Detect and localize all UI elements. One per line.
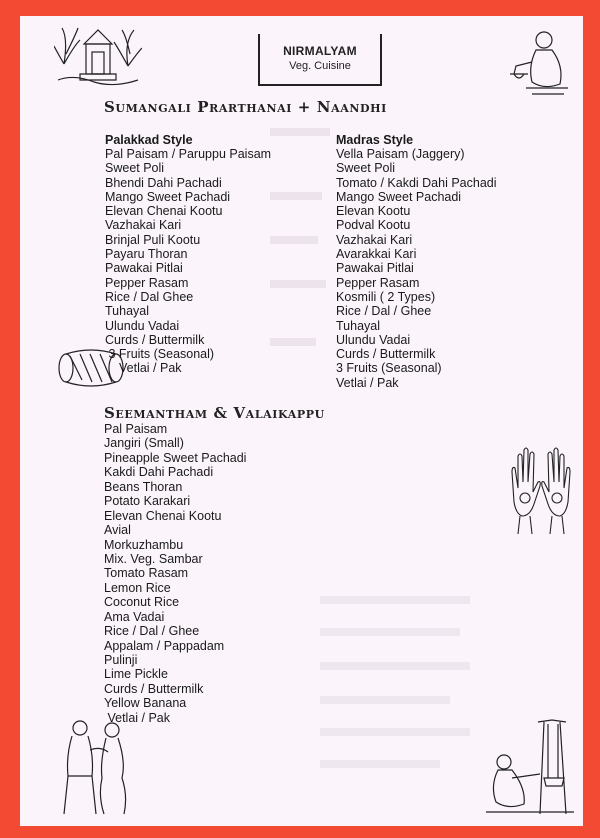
list-item: Sweet Poli bbox=[105, 161, 165, 176]
list-item: Ama Vadai bbox=[104, 609, 165, 624]
header-title: NIRMALYAM bbox=[283, 44, 357, 58]
list-item: Pepper Rasam bbox=[336, 275, 420, 290]
list-item: Potato Karakari bbox=[104, 494, 191, 509]
list-item: Coconut Rice bbox=[104, 595, 180, 610]
list-item: Pawakai Pitlai bbox=[105, 261, 183, 276]
header-subtitle: Veg. Cuisine bbox=[289, 60, 351, 72]
list-item: Vetlai / Pak bbox=[104, 710, 171, 725]
list-item: Pulinji bbox=[104, 653, 138, 667]
list-item: 3 Fruits (Seasonal) bbox=[105, 347, 215, 362]
list-item: Rice / Dal / Ghee bbox=[336, 304, 432, 319]
swing-icon bbox=[482, 716, 578, 816]
list-item: Elevan Chenai Kootu bbox=[105, 204, 223, 219]
madras-heading: Madras Style bbox=[336, 133, 414, 147]
list-item: Sweet Poli bbox=[336, 161, 396, 176]
list-item: Pawakai Pitlai bbox=[336, 261, 414, 276]
list-item: Ulundu Vadai bbox=[105, 318, 180, 333]
list-item: Elevan Kootu bbox=[336, 204, 411, 219]
list-item: Pineapple Sweet Pachadi bbox=[104, 450, 247, 465]
list-item: Mango Sweet Pachadi bbox=[336, 189, 462, 204]
list-item: Ulundu Vadai bbox=[336, 332, 411, 347]
section-title-seemantham: Seemantham & Valaikappu bbox=[104, 404, 325, 422]
list-item: Vetlai / Pak bbox=[119, 361, 182, 376]
list-item: Payaru Thoran bbox=[105, 247, 188, 262]
section-title-sumangali: Sumangali Prarthanai + Naandhi bbox=[104, 98, 387, 116]
list-item: Bhendi Dahi Pachadi bbox=[105, 175, 222, 190]
list-item: Kakdi Dahi Pachadi bbox=[104, 465, 214, 480]
madras-column bbox=[336, 133, 497, 390]
list-item: Brinjal Puli Kootu bbox=[105, 232, 201, 247]
list-item: Curds / Buttermilk bbox=[105, 332, 205, 347]
temple-icon bbox=[54, 24, 142, 90]
list-item: Curds / Buttermilk bbox=[104, 681, 204, 696]
list-item: 3 Fruits (Seasonal) bbox=[336, 361, 442, 376]
list-item: Tomato Rasam bbox=[104, 566, 189, 581]
list-item: Tuhayal bbox=[336, 318, 381, 333]
list-item: Tomato / Kakdi Dahi Pachadi bbox=[336, 175, 497, 190]
list-item: Mix. Veg. Sambar bbox=[104, 551, 203, 566]
list-item: Morkuzhambu bbox=[104, 537, 184, 552]
list-item: Beans Thoran bbox=[104, 479, 183, 494]
list-item: Jangiri (Small) bbox=[104, 436, 184, 451]
list-item: Podval Kootu bbox=[336, 218, 411, 233]
list-item: Curds / Buttermilk bbox=[336, 347, 436, 362]
list-item: Vella Paisam (Jaggery) bbox=[336, 147, 465, 161]
list-item: Rice / Dal / Ghee bbox=[104, 624, 200, 639]
list-item: Lemon Rice bbox=[104, 580, 171, 595]
priest-icon bbox=[506, 26, 572, 100]
list-item: Rice / Dal Ghee bbox=[105, 289, 194, 304]
list-item: Avial bbox=[104, 523, 131, 538]
header-box bbox=[258, 34, 382, 86]
list-item: Tuhayal bbox=[105, 304, 150, 319]
list-item: Mango Sweet Pachadi bbox=[105, 189, 231, 204]
list-item: Elevan Chenai Kootu bbox=[104, 508, 222, 523]
list-item: Avarakkai Kari bbox=[336, 247, 417, 262]
palakkad-heading: Palakkad Style bbox=[105, 133, 193, 147]
list-item: Yellow Banana bbox=[104, 696, 187, 711]
seemantham-list bbox=[104, 422, 246, 725]
list-item: Pepper Rasam bbox=[105, 275, 189, 290]
list-item: Lime Pickle bbox=[104, 667, 168, 682]
list-item: Appalam / Pappadam bbox=[104, 638, 225, 653]
couple-icon bbox=[50, 716, 142, 816]
list-item: Kosmili ( 2 Types) bbox=[336, 289, 436, 304]
list-item: Pal Paisam / Paruppu Paisam bbox=[105, 147, 272, 161]
menu-page bbox=[20, 16, 583, 826]
list-item: Vazhakai Kari bbox=[336, 232, 413, 247]
list-item: Vazhakai Kari bbox=[105, 218, 182, 233]
palakkad-column bbox=[105, 133, 271, 376]
list-item: Pal Paisam bbox=[104, 422, 168, 436]
list-item: Vetlai / Pak bbox=[336, 375, 399, 390]
henna-hands-icon bbox=[510, 442, 572, 536]
